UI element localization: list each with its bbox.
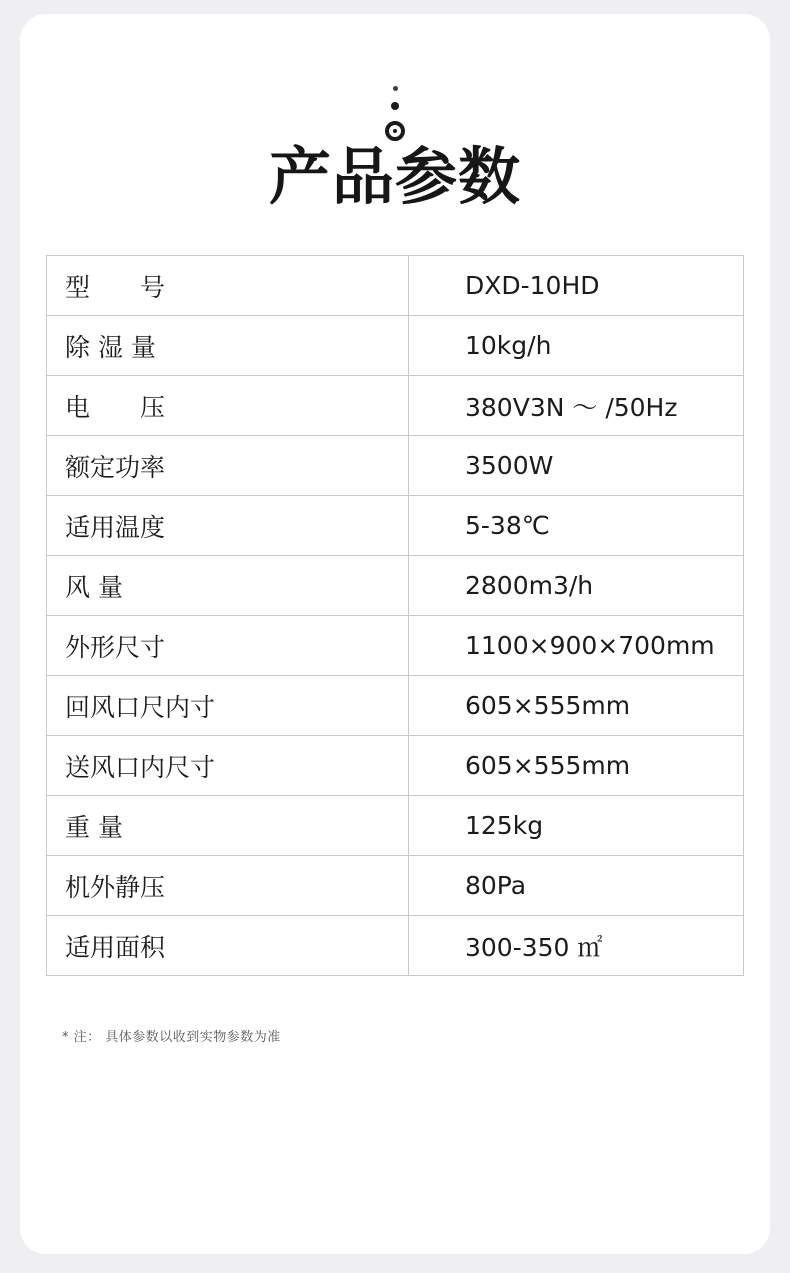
table-row [47,256,744,316]
spec-value: 605×555mm [409,676,744,736]
footnote: * 注： 具体参数以收到实物参数为准 [62,1030,281,1045]
table-row [47,436,744,496]
table-row [47,556,744,616]
table-row [47,856,744,916]
spec-label: 适用温度 [47,496,409,556]
spec-value: 80Pa [409,856,744,916]
spec-value: 3500W [409,436,744,496]
dot-ring-icon [385,121,405,141]
table-row [47,376,744,436]
decorative-dots [20,74,770,144]
spec-label: 送风口内尺寸 [47,736,409,796]
dot-medium-icon [391,102,399,110]
spec-value: 10kg/h [409,316,744,376]
spec-label: 型 号 [47,256,409,316]
spec-value: 125kg [409,796,744,856]
spec-label: 电 压 [47,376,409,436]
spec-label: 除 湿 量 [47,316,409,376]
table-row [47,736,744,796]
table-row [47,796,744,856]
spec-value: 605×555mm [409,736,744,796]
spec-label: 风 量 [47,556,409,616]
spec-value: 1100×900×700mm [409,616,744,676]
spec-value: 5-38℃ [409,496,744,556]
spec-label: 适用面积 [47,916,409,976]
spec-value: 2800m3/h [409,556,744,616]
spec-label: 回风口尺内寸 [47,676,409,736]
table-row [47,616,744,676]
table-row [47,496,744,556]
table-row [47,316,744,376]
spec-label: 机外静压 [47,856,409,916]
dot-small-icon [393,86,398,91]
spec-label: 外形尺寸 [47,616,409,676]
spec-label: 额定功率 [47,436,409,496]
table-row [47,916,744,976]
spec-value: DXD-10HD [409,256,744,316]
spec-value: 300-350 ㎡ [409,916,744,976]
product-spec-card [20,14,770,1254]
page-title: 产品参数 [268,140,521,213]
table-row [47,676,744,736]
spec-label: 重 量 [47,796,409,856]
spec-value: 380V3N ～ /50Hz [409,376,744,436]
spec-table [46,255,744,976]
